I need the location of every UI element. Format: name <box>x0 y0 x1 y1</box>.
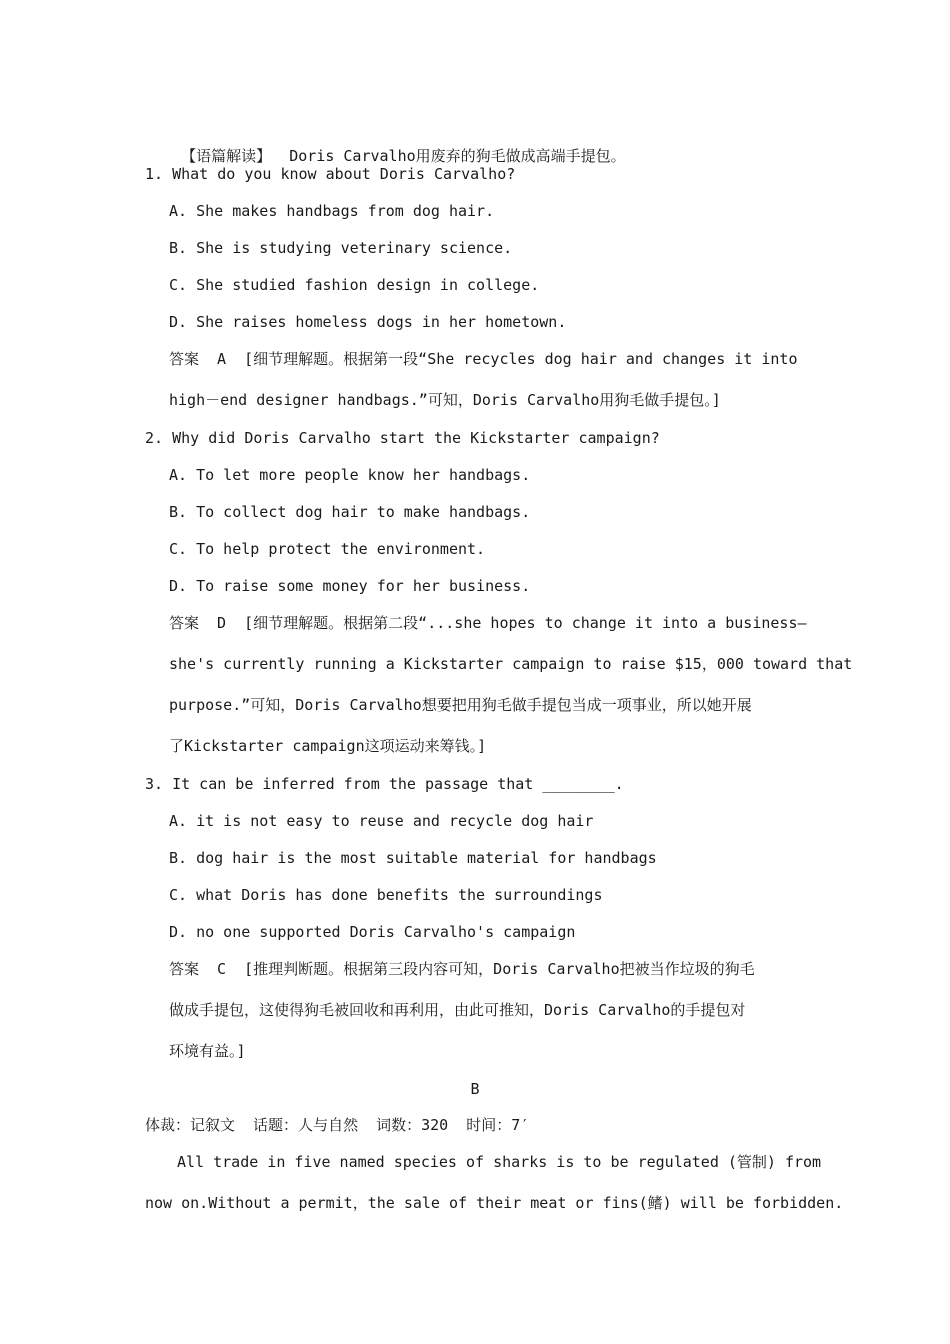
question-3-option-d: D. no one supported Doris Carvalho's campaign <box>169 923 576 941</box>
question-1-answer-line-1: 答案 A [细节理解题。根据第一段“She recycles dog hair and changes it into <box>169 350 798 368</box>
question-3-option-c: C. what Doris has done benefits the surroundings <box>169 886 603 904</box>
question-2-option-d: D. To raise some money for her business. <box>169 577 531 595</box>
question-3-answer-line-2: 做成手提包，这使得狗毛被回收和再利用，由此可推知，Doris Carvalho的手提包对 <box>169 1001 746 1019</box>
summary-tag: 【语篇解读】 <box>181 147 272 165</box>
question-1-option-b: B. She is studying veterinary science. <box>169 239 513 257</box>
section-b-title: B <box>470 1080 480 1098</box>
question-2-option-c: C. To help protect the environment. <box>169 540 486 558</box>
question-3-answer-line-3: 环境有益。] <box>169 1042 246 1060</box>
question-2-answer-line-3: purpose.”可知，Doris Carvalho想要把用狗毛做手提包当成一项事业，所以她开展 <box>169 696 752 714</box>
question-3-option-a: A. it is not easy to reuse and recycle dog hair <box>169 812 594 830</box>
question-1-stem: 1. What do you know about Doris Carvalho? <box>145 165 516 183</box>
question-2-answer-line-2: she's currently running a Kickstarter campaign to raise $15，000 toward that <box>169 655 853 673</box>
question-3-answer-line-1: 答案 C [推理判断题。根据第三段内容可知，Doris Carvalho把被当作垃圾的狗毛 <box>169 960 755 978</box>
question-2-option-b: B. To collect dog hair to make handbags. <box>169 503 531 521</box>
question-3-option-b: B. dog hair is the most suitable material for handbags <box>169 849 657 867</box>
question-1-option-d: D. She raises homeless dogs in her hometown. <box>169 313 567 331</box>
question-2-stem: 2. Why did Doris Carvalho start the Kickstarter campaign? <box>145 429 660 447</box>
question-1-answer-line-2: high－end designer handbags.”可知，Doris Carvalho用狗毛做手提包。] <box>169 391 721 409</box>
question-3-stem: 3. It can be inferred from the passage that ________. <box>145 775 624 793</box>
question-2-answer-line-1: 答案 D [细节理解题。根据第二段“...she hopes to change it into a business— <box>169 614 807 632</box>
question-1-option-c: C. She studied fashion design in college. <box>169 276 540 294</box>
question-1-option-a: A. She makes handbags from dog hair. <box>169 202 495 220</box>
question-2-option-a: A. To let more people know her handbags. <box>169 466 531 484</box>
question-2-answer-line-4: 了Kickstarter campaign这项运动来筹钱。] <box>169 737 487 755</box>
passage-paragraph-line-2: now on.Without a permit，the sale of their meat or fins(鳍) will be forbidden. <box>145 1194 844 1212</box>
summary-text: Doris Carvalho用废弃的狗毛做成高端手提包。 <box>271 147 626 165</box>
passage-paragraph-line-1: All trade in five named species of sharks is to be regulated (管制) from <box>177 1153 822 1171</box>
section-b-meta: 体裁：记叙文 话题：人与自然 词数：320 时间：7′ <box>145 1116 530 1134</box>
